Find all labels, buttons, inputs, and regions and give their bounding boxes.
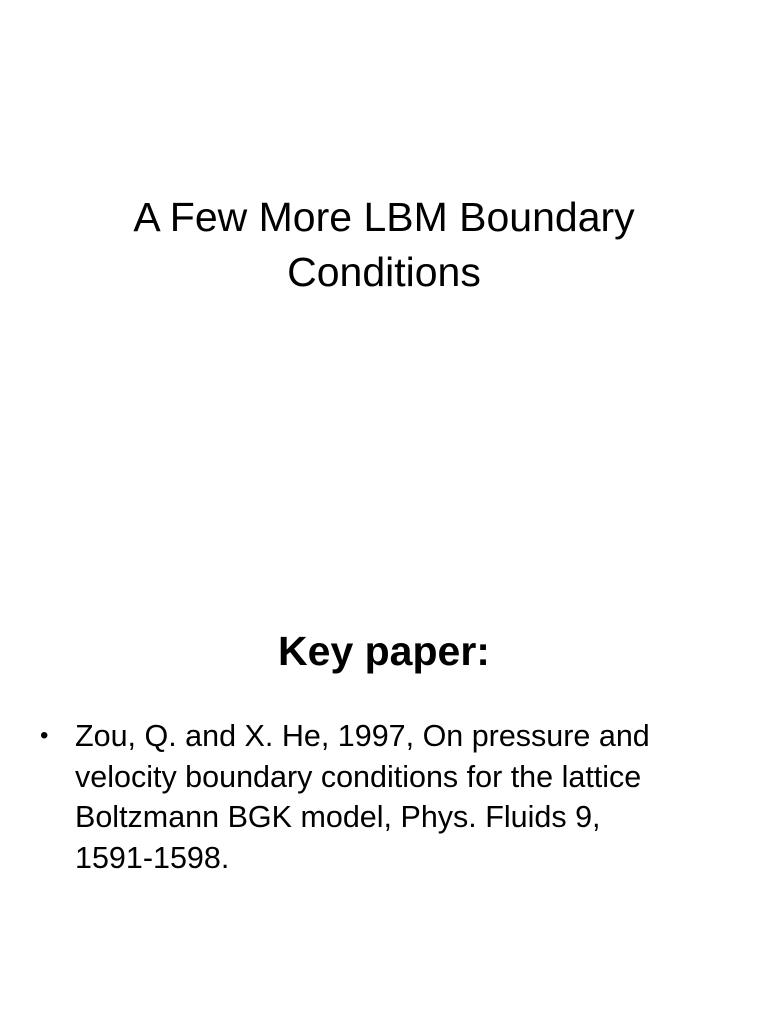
reference-line-4: 1591-1598.: [75, 840, 230, 875]
reference-line-3: Boltzmann BGK model, Phys. Fluids 9,: [75, 800, 601, 834]
slide-title-line-2: Conditions: [287, 249, 481, 295]
slide-subtitle: Key paper:: [278, 628, 490, 674]
reference-line-1: Zou, Q. and X. He, 1997, On pressure and: [75, 719, 650, 753]
slide-title-line-1: A Few More LBM Boundary: [133, 194, 635, 240]
bullet-icon: •: [40, 722, 49, 749]
bullet-item-reference: [40, 716, 740, 878]
bullet-list: [40, 716, 740, 878]
reference-line-2: velocity boundary conditions for the lattice: [75, 759, 642, 794]
slide-title: [40, 190, 728, 300]
